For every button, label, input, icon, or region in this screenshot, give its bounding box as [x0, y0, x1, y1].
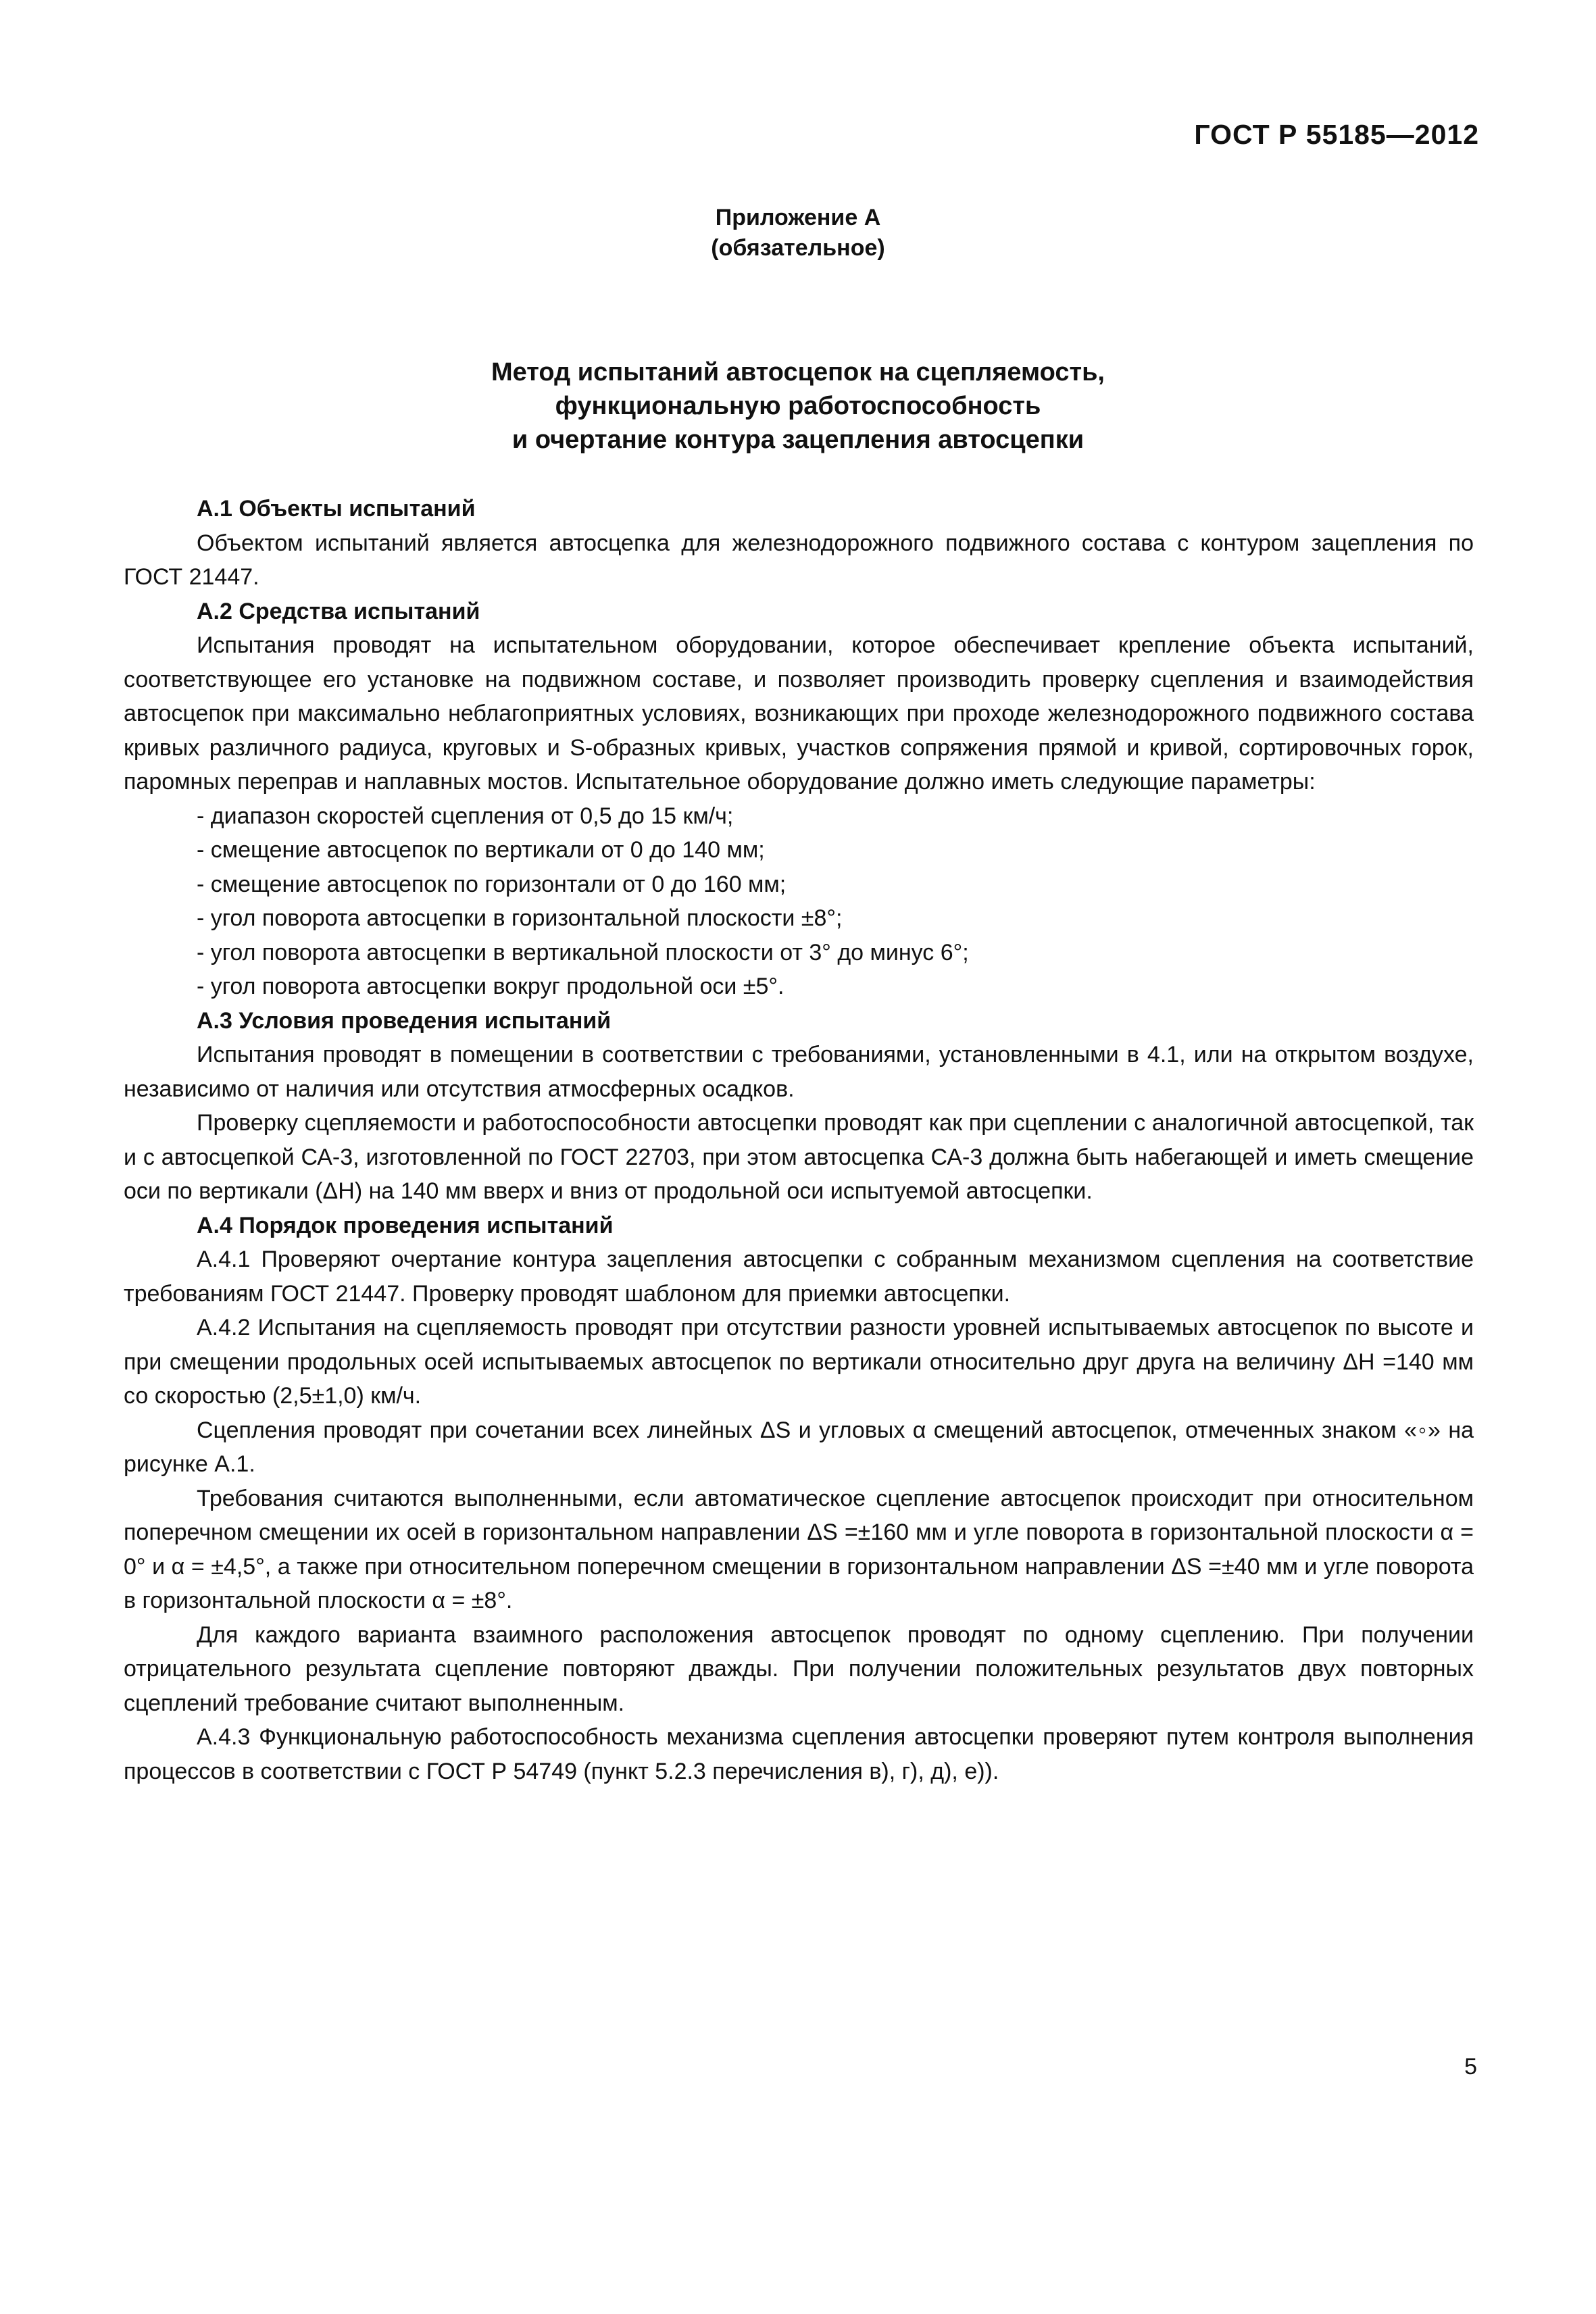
paragraph-a3-2: Проверку сцепляемости и работоспособности автосцепки проводят как при сцеплении с аналогичной автосцепкой, так и с автосцепкой СА-3, изготовленной по ГОСТ 22703, при этом автосцепка СА-3 должна быть набегающей и иметь смещение оси по вертикали (ΔН) на 140 мм вверх и вниз от продольной оси испытуемой автосцепки.: [124, 1110, 1474, 1204]
appendix-status: (обязательное): [711, 235, 885, 261]
document-body: [124, 492, 1474, 1788]
appendix-title-line-3: и очертание контура зацепления автосцепки: [512, 426, 1084, 454]
paragraph-a4-5: Для каждого варианта взаимного расположения автосцепок проводят по одному сцеплению. При получении отрицательного результата сцепление повторяют дважды. При получении положительных результатов двух повторных сцеплений требование считают выполненным.: [124, 1621, 1474, 1716]
list-item: - смещение автосцепок по вертикали от 0 до 140 мм;: [197, 837, 765, 863]
list-item: - угол поворота автосцепки в вертикальной плоскости от 3° до минус 6°;: [197, 939, 969, 965]
section-heading-a4: А.4 Порядок проведения испытаний: [197, 1212, 614, 1238]
appendix-title-line-2: функциональную работоспособность: [555, 392, 1041, 420]
paragraph-a4-2: А.4.2 Испытания на сцепляемость проводят при отсутствии разности уровней испытываемых автосцепок по высоте и при смещении продольных осей испытываемых автосцепок по вертикали относительно друг друга на величину ΔН =140 мм со скоростью (2,5±1,0) км/ч.: [124, 1315, 1474, 1409]
paragraph-a2: Испытания проводят на испытательном оборудовании, которое обеспечивает крепление объекта испытаний, соответствующее его установке на подвижном составе, и позволяет производить проверку сцепления и взаимодействия автосцепок при максимально неблагоприятных условиях, возникающих при проходе железнодорожного подвижного состава кривых различного радиуса, круговых и S-образных кривых, участков сопряжения прямой и кривой, сортировочных горок, паромных переправ и наплавных мостов. Испытательное оборудование должно иметь следующие параметры:: [124, 632, 1474, 795]
paragraph-a4-4: Требования считаются выполненными, если автоматическое сцепление автосцепок происходит при относительном поперечном смещении их осей в горизонтальном направлении ΔS =±160 мм и угле поворота в горизонтальной плоскости α = 0° и α = ±4,5°, а также при относительном поперечном смещении в горизонтальном направлении ΔS =±40 мм и угле поворота в горизонтальной плоскости α = ±8°.: [124, 1485, 1474, 1613]
list-item: - угол поворота автосцепки в горизонтальной плоскости ±8°;: [197, 905, 843, 931]
paragraph-a3-1: Испытания проводят в помещении в соответствии с требованиями, установленными в 4.1, или на открытом воздухе, независимо от наличия или отсутствия атмосферных осадков.: [124, 1042, 1474, 1102]
section-heading-a3: А.3 Условия проведения испытаний: [197, 1007, 612, 1034]
paragraph-a4-3: Сцепления проводят при сочетании всех линейных ΔS и угловых α смещений автосцепок, отмеченных знаком «◦» на рисунке А.1.: [124, 1417, 1474, 1477]
paragraph-a4-6: А.4.3 Функциональную работоспособность механизма сцепления автосцепки проверяют путем контроля выполнения процессов в соответствии с ГОСТ Р 54749 (пункт 5.2.3 перечисления в), г), д), е)).: [124, 1724, 1474, 1784]
list-item: - смещение автосцепок по горизонтали от 0 до 160 мм;: [197, 871, 787, 897]
appendix-label: Приложение А: [715, 205, 881, 230]
appendix-title-line-1: Метод испытаний автосцепок на сцепляемость,: [491, 358, 1105, 386]
list-item: - угол поворота автосцепки вокруг продольной оси ±5°.: [197, 974, 784, 999]
document-code: ГОСТ Р 55185—2012: [1194, 119, 1479, 150]
list-item: - диапазон скоростей сцепления от 0,5 до 15 км/ч;: [197, 803, 734, 829]
paragraph-a1: Объектом испытаний является автосцепка для железнодорожного подвижного состава с контуром зацепления по ГОСТ 21447.: [124, 530, 1474, 590]
page-number: 5: [1464, 2054, 1477, 2080]
section-heading-a1: А.1 Объекты испытаний: [197, 496, 476, 522]
paragraph-a4-1: А.4.1 Проверяют очертание контура зацепления автосцепки с собранным механизмом сцепления на соответствие требованиям ГОСТ 21447. Проверку проводят шаблоном для приемки автосцепки.: [124, 1247, 1474, 1307]
section-heading-a2: А.2 Средства испытаний: [197, 598, 480, 624]
